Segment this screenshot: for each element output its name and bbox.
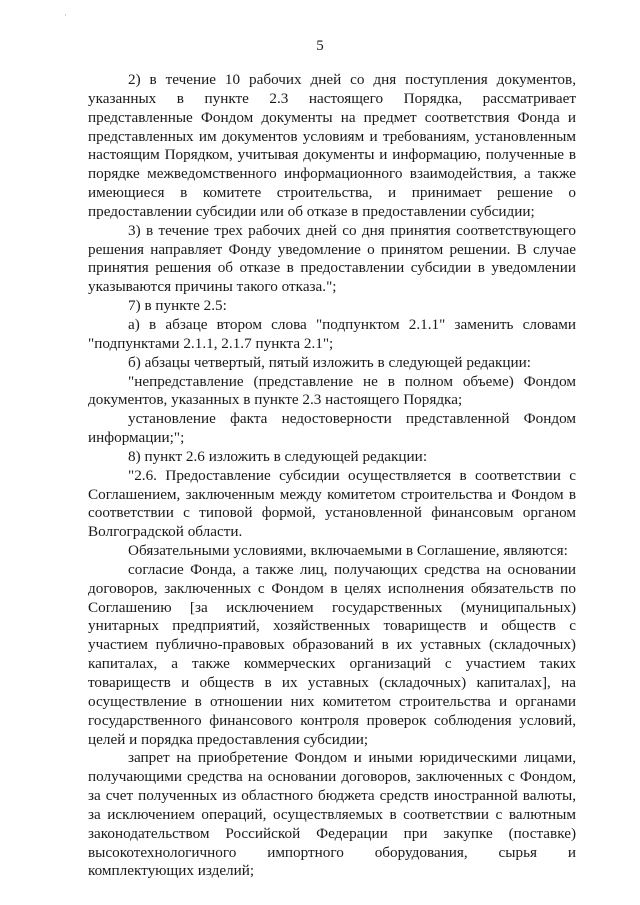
paragraph-non-submission: "непредставление (представление не в полном объеме) Фондом документов, указанных в пункте 2.3 настоящего Порядка; bbox=[88, 372, 576, 409]
paragraph-item-7: 7) в пункте 2.5: bbox=[128, 297, 227, 315]
page-number: 5 bbox=[316, 38, 324, 54]
paragraph-item-7a: а) в абзаце втором слова "подпунктом 2.1.1" заменить словами "подпунктами 2.1.1, 2.1.7 пункта 2.1"; bbox=[88, 315, 576, 352]
paragraph-review-documents: 2) в течение 10 рабочих дней со дня поступления документов, указанных в пункте 2.3 настоящего Порядка, рассматривает представленные Фондом документы на предмет соответствия Фонда и представленных им документов условиям и требованиям, установленным настоящим Порядком, учитывая документы и информацию, полученные в порядке межведомственного информационного взаимодействия, а также имеющиеся в комитете строительства, и принимает решение о предоставлении субсидии или об отказе в предоставлении субсидии; bbox=[88, 71, 576, 220]
paragraph-false-information: установление факта недостоверности представленной Фондом информации;"; bbox=[88, 410, 576, 447]
paragraph-item-8: 8) пункт 2.6 изложить в следующей редакции: bbox=[128, 447, 428, 465]
paragraph-consent-condition: согласие Фонда, а также лиц, получающих средства на основании договоров, заключенных с Фондом в целях исполнения обязательств по Соглашению [за исключением государственных (муниципальных) унитарных предприятий, хозяйственных товариществ и обществ с участием публично-правовых образований в их уставных (складочных) капиталах, а также коммерческих организаций с участием таких товариществ и обществ в их уставных (складочных) капиталах], на осуществление в отношении них комитетом строительства и органами государственного финансового контроля проверок соблюдения условий, целей и порядка предоставления субсидии; bbox=[88, 560, 576, 748]
paragraph-item-7b: б) абзацы четвертый, пятый изложить в следующей редакции: bbox=[128, 353, 531, 371]
paragraph-clause-2-6: "2.6. Предоставление субсидии осуществляется в соответствии с Соглашением, заключенным между комитетом строительства и Фондом в соответствии с типовой формой, установленной финансовым органом Волгоградской области. bbox=[88, 466, 576, 541]
scan-mark: · bbox=[64, 10, 67, 20]
paragraph-currency-prohibition: запрет на приобретение Фондом и иными юридическими лицами, получающими средства на основании договоров, заключенных с Фондом, за счет полученных из областного бюджета средств иностранной валюты, за исключением операций, осуществляемых в соответствии с валютным законодательством Российской Федерации при закупке (поставке) высокотехнологичного импортного оборудования, сырья и комплектующих изделий; bbox=[88, 749, 576, 880]
paragraph-mandatory-conditions: Обязательными условиями, включаемыми в Соглашение, являются: bbox=[128, 542, 568, 560]
document-body bbox=[88, 71, 576, 881]
paragraph-notification: 3) в течение трех рабочих дней со дня принятия соответствующего решения направляет Фонду уведомление о принятом решении. В случае принятия решения об отказе в предоставлении субсидии в уведомлении указываются причины такого отказа."; bbox=[88, 221, 576, 296]
